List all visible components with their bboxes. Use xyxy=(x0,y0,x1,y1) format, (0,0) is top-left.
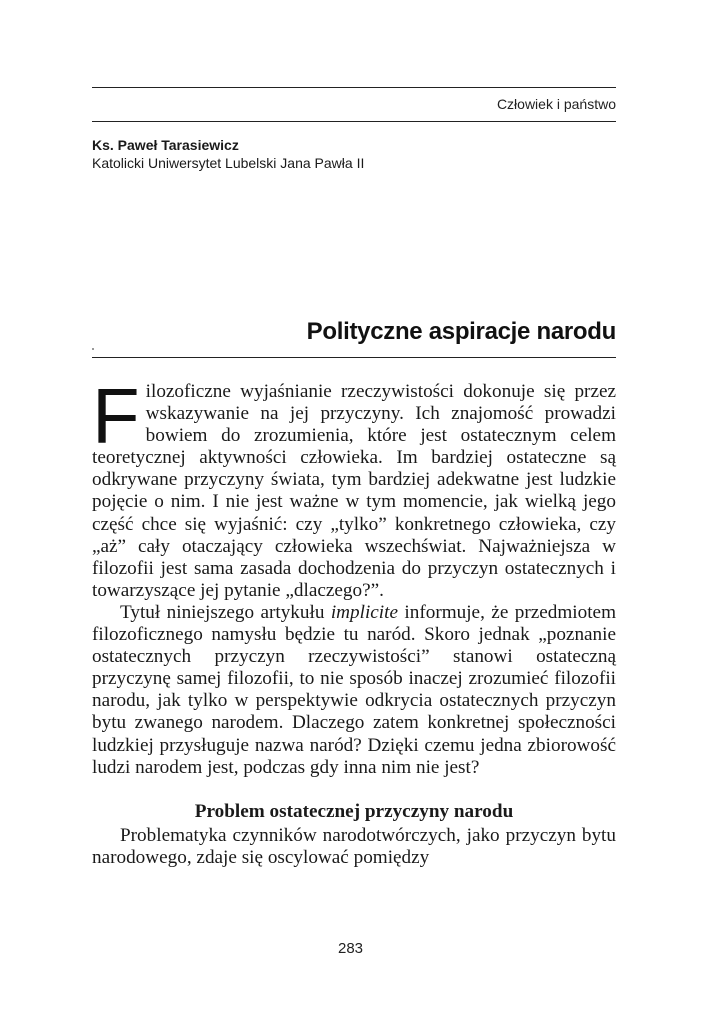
paragraph-2-emphasis: implicite xyxy=(330,601,398,623)
paragraph-1-text: ilozoficzne wyjaśnianie rzeczywistości dokonuje się przez wskazywanie na jej przyczyny. Ich znajomość prowadzi bowiem do zrozumienia, które jest ostatecznym celem teoretycznej aktywności człowieka. Im bardziej ostateczne są odkrywane przyczyny świata, tym bardziej adekwatne jest ludzkie pojęcie o nim. I nie jest ważne w tym momencie, jak wielką jego część chce się wyjaśnić: czy „tylko” konkretnego człowieka, czy „aż” cały otaczający człowieka wszechświat. Najważniejsza w filozofii jest sama zasada dochodzenia do przyczyn ostatecznych i towarzyszące jej pytanie „dlaczego?”. xyxy=(92,381,616,601)
running-header: Człowiek i państwo xyxy=(496,96,616,112)
title-rule xyxy=(92,357,616,358)
margin-mark xyxy=(92,348,94,350)
header-top-rule xyxy=(92,87,616,88)
paragraph-2 xyxy=(92,602,616,779)
header-bottom-rule xyxy=(92,121,616,122)
author-name: Ks. Paweł Tarasiewicz xyxy=(92,137,239,153)
author-block xyxy=(92,136,364,172)
paragraph-3: Problematyka czynników narodotwórczych, jako przyczyn bytu narodowego, zdaje się oscylować pomiędzy xyxy=(92,824,616,868)
drop-cap: F xyxy=(92,372,140,460)
article-body xyxy=(92,372,616,869)
article-title: Polityczne aspiracje narodu xyxy=(306,318,616,345)
section-subheading: Problem ostatecznej przyczyny narodu xyxy=(194,800,514,822)
author-affiliation: Katolicki Uniwersytet Lubelski Jana Pawła II xyxy=(92,155,365,171)
paragraph-1 xyxy=(92,372,616,602)
page-number: 283 xyxy=(337,940,364,957)
paragraph-2-start: Tytuł niniejszego artykułu xyxy=(120,601,331,623)
paragraph-2-end: informuje, że przedmiotem filozoficznego namysłu będzie tu naród. Skoro jednak „poznanie ostatecznych przyczyn rzeczywistości” stanowi ostateczną przyczynę samej filozofii, to nie sposób inaczej zrozumieć filozofii narodu, jak tylko w perspektywie odkrycia ostatecznych przyczyn bytu zwanego narodem. Dlaczego zatem konkretnej społeczności ludzkiej przysługuje nazwa naród? Dzięki czemu jedna zbiorowość ludzi narodem jest, podczas gdy inna nim nie jest? xyxy=(92,601,616,778)
